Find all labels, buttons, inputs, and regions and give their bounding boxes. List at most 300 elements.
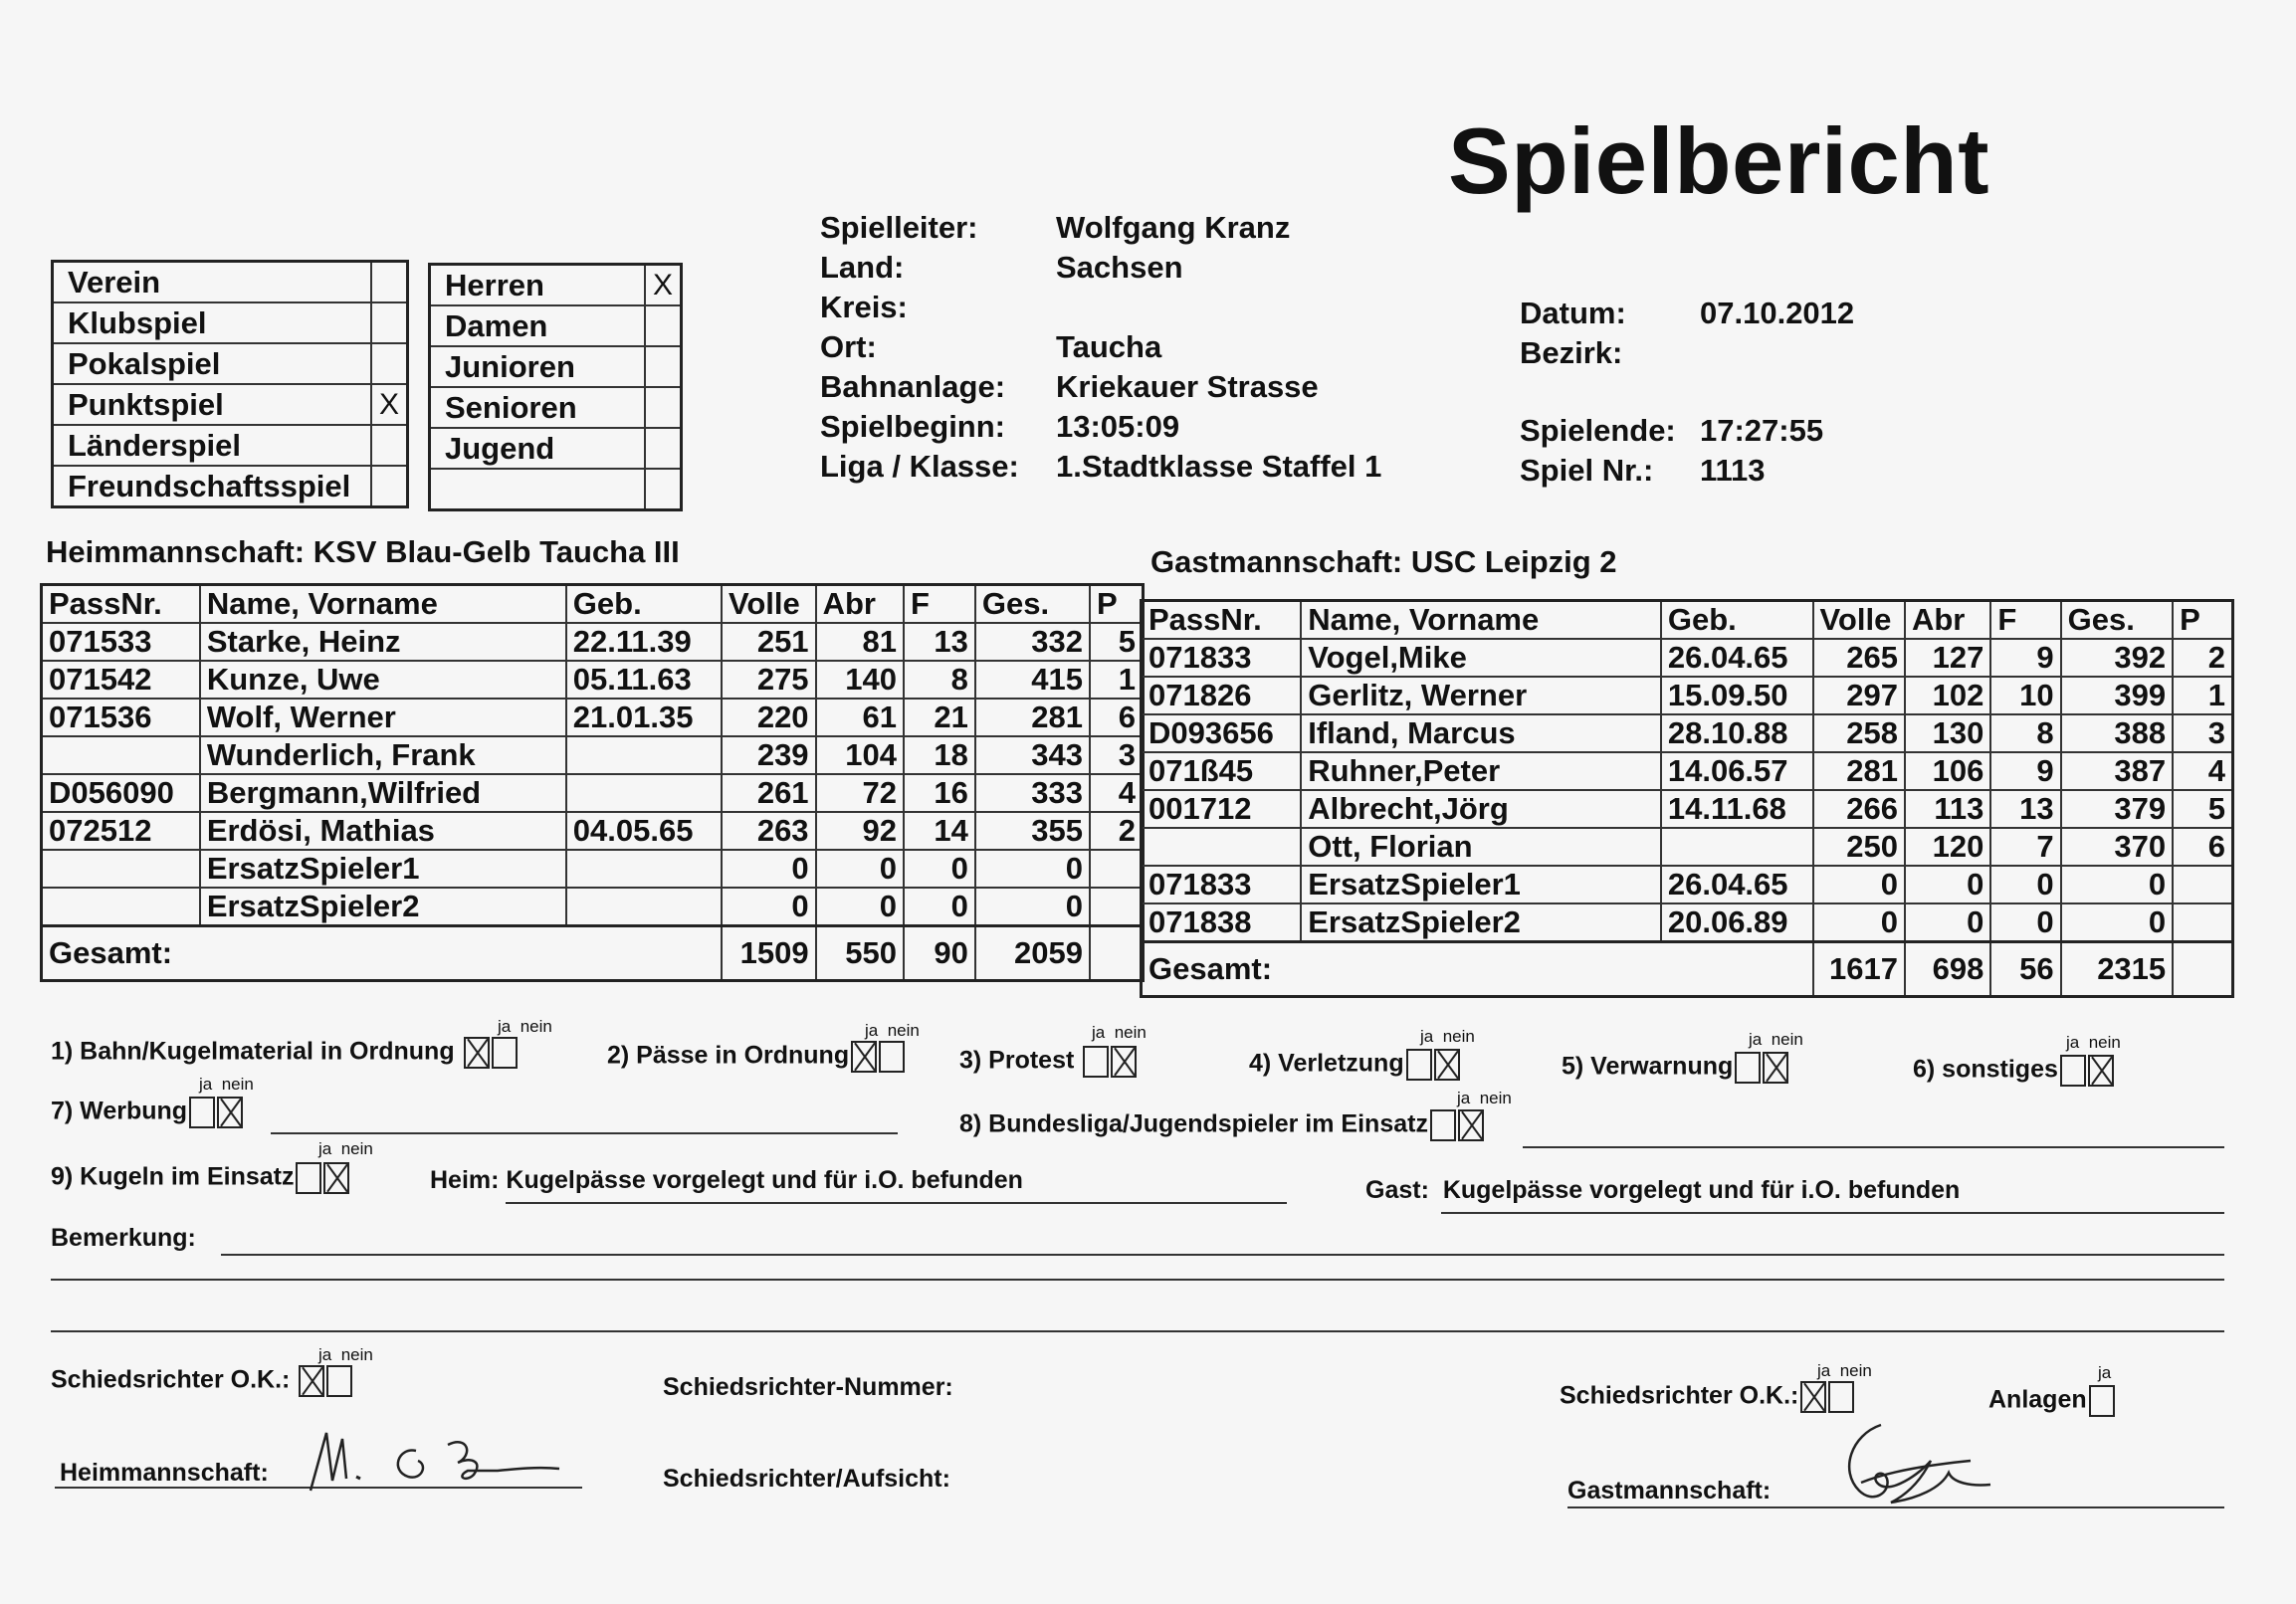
home-cell-name: Erdösi, Mathias bbox=[200, 812, 566, 850]
match-type-row bbox=[54, 467, 406, 505]
home-cell-p bbox=[1090, 888, 1144, 926]
home-cell-ges: 355 bbox=[975, 812, 1090, 850]
question-6-nein-checkbox[interactable] bbox=[2088, 1055, 2114, 1087]
home-cell-p: 6 bbox=[1090, 699, 1144, 736]
question-2-nein-checkbox[interactable] bbox=[879, 1041, 905, 1073]
q4-ja-nein-label: ja nein bbox=[1420, 1027, 1475, 1046]
value-spielende: 17:27:55 bbox=[1700, 413, 1824, 448]
guest-player-row bbox=[1142, 677, 2233, 714]
question-6 bbox=[1913, 1055, 2114, 1087]
match-type-checkbox[interactable] bbox=[370, 467, 406, 505]
schiri-ok-home-label: Schiedsrichter O.K.: bbox=[51, 1365, 291, 1394]
home-cell-ges: 415 bbox=[975, 661, 1090, 699]
guest-cell-geb: 14.06.57 bbox=[1661, 752, 1813, 790]
q6-ja-nein-label: ja nein bbox=[2066, 1033, 2121, 1052]
match-type-checkbox[interactable] bbox=[370, 426, 406, 465]
guest-cell-ges: 399 bbox=[2061, 677, 2174, 714]
gast-line bbox=[1441, 1212, 2224, 1214]
match-type-label: Freundschaftsspiel bbox=[68, 468, 351, 503]
home-cell-name: Wunderlich, Frank bbox=[200, 736, 566, 774]
question-5-label: 5) Verwarnung bbox=[1562, 1052, 1734, 1081]
guest-cell-passnr bbox=[1142, 828, 1302, 866]
label-ort: Ort: bbox=[820, 329, 877, 364]
home-cell-passnr bbox=[42, 850, 200, 888]
question-7-line bbox=[271, 1132, 898, 1134]
home-header-volle: Volle bbox=[722, 585, 816, 624]
guest-cell-abr: 113 bbox=[1905, 790, 1990, 828]
home-cell-f: 13 bbox=[904, 623, 975, 661]
home-cell-p: 5 bbox=[1090, 623, 1144, 661]
schiri-ok-home-nein-checkbox[interactable] bbox=[326, 1365, 352, 1397]
guest-cell-f: 0 bbox=[1990, 903, 2060, 942]
schiri-ok-guest bbox=[1560, 1381, 1854, 1413]
category-checkbox[interactable] bbox=[644, 306, 680, 345]
value-land: Sachsen bbox=[1056, 250, 1183, 285]
question-5 bbox=[1562, 1052, 1788, 1084]
match-type-label: Länderspiel bbox=[68, 427, 241, 463]
match-type-row bbox=[54, 344, 406, 385]
q8-ja-nein-label: ja nein bbox=[1457, 1089, 1512, 1107]
home-player-row bbox=[42, 812, 1144, 850]
home-cell-geb bbox=[566, 888, 722, 926]
question-8-line bbox=[1523, 1146, 2224, 1148]
guest-cell-abr: 106 bbox=[1905, 752, 1990, 790]
home-team-label: Heimmannschaft: KSV Blau-Gelb Taucha III bbox=[46, 534, 680, 569]
guest-cell-name: ErsatzSpieler1 bbox=[1301, 866, 1661, 903]
home-cell-abr: 104 bbox=[816, 736, 904, 774]
guest-cell-p: 5 bbox=[2173, 790, 2232, 828]
guest-cell-f: 13 bbox=[1990, 790, 2060, 828]
home-cell-geb bbox=[566, 850, 722, 888]
value-kreis bbox=[1056, 288, 1381, 327]
home-total-label: Gesamt: bbox=[42, 926, 723, 981]
question-3-nein-checkbox[interactable] bbox=[1111, 1046, 1137, 1078]
guest-cell-name: Gerlitz, Werner bbox=[1301, 677, 1661, 714]
guest-cell-ges: 0 bbox=[2061, 866, 2174, 903]
guest-cell-ges: 392 bbox=[2061, 639, 2174, 677]
anlagen-ja-label: ja bbox=[2098, 1363, 2112, 1382]
guest-cell-volle: 258 bbox=[1813, 714, 1905, 752]
guest-header-ges: Ges. bbox=[2061, 601, 2174, 640]
q3-ja-nein-label: ja nein bbox=[1092, 1023, 1147, 1042]
home-cell-name: Wolf, Werner bbox=[200, 699, 566, 736]
home-cell-p: 3 bbox=[1090, 736, 1144, 774]
home-cell-ges: 281 bbox=[975, 699, 1090, 736]
guest-cell-volle: 281 bbox=[1813, 752, 1905, 790]
home-total-abr: 550 bbox=[816, 926, 904, 981]
value-ort: Taucha bbox=[1056, 329, 1162, 364]
guest-cell-p bbox=[2173, 866, 2232, 903]
guest-player-row bbox=[1142, 752, 2233, 790]
value-spielnr: 1113 bbox=[1700, 453, 1766, 488]
home-cell-f: 16 bbox=[904, 774, 975, 812]
home-header-f: F bbox=[904, 585, 975, 624]
guest-cell-ges: 379 bbox=[2061, 790, 2174, 828]
question-5-nein-checkbox[interactable] bbox=[1763, 1052, 1788, 1084]
category-checkbox[interactable] bbox=[644, 470, 680, 508]
question-1-nein-checkbox[interactable] bbox=[492, 1037, 518, 1069]
label-datum: Datum: bbox=[1520, 296, 1626, 330]
home-player-row bbox=[42, 699, 1144, 736]
home-cell-ges: 332 bbox=[975, 623, 1090, 661]
home-player-row bbox=[42, 774, 1144, 812]
home-cell-f: 8 bbox=[904, 661, 975, 699]
home-cell-passnr bbox=[42, 888, 200, 926]
guest-header-p: P bbox=[2173, 601, 2232, 640]
match-type-checkbox[interactable] bbox=[370, 344, 406, 383]
schiri-ok-home bbox=[51, 1365, 352, 1397]
schiri-aufsicht-label: Schiedsrichter/Aufsicht: bbox=[663, 1465, 950, 1493]
question-4-ja-checkbox[interactable] bbox=[1406, 1049, 1432, 1081]
guest-total-abr: 698 bbox=[1905, 942, 1990, 997]
question-4 bbox=[1249, 1049, 1460, 1081]
q1-ja-nein-label: ja nein bbox=[498, 1017, 552, 1036]
home-header-passnr: PassNr. bbox=[42, 585, 200, 624]
label-spielende: Spielende: bbox=[1520, 413, 1676, 448]
question-8-label: 8) Bundesliga/Jugendspieler im Einsatz bbox=[959, 1109, 1428, 1138]
question-7-nein-checkbox[interactable] bbox=[217, 1097, 243, 1128]
home-total-f: 90 bbox=[904, 926, 975, 981]
guest-cell-abr: 0 bbox=[1905, 866, 1990, 903]
home-signature bbox=[299, 1421, 587, 1501]
guest-cell-ges: 387 bbox=[2061, 752, 2174, 790]
home-cell-p: 2 bbox=[1090, 812, 1144, 850]
guest-cell-geb bbox=[1661, 828, 1813, 866]
guest-player-row bbox=[1142, 790, 2233, 828]
guest-cell-volle: 265 bbox=[1813, 639, 1905, 677]
home-cell-abr: 92 bbox=[816, 812, 904, 850]
question-6-ja-checkbox[interactable] bbox=[2060, 1055, 2086, 1087]
label-land: Land: bbox=[820, 250, 905, 285]
home-cell-passnr: 071536 bbox=[42, 699, 200, 736]
guest-total-ges: 2315 bbox=[2061, 942, 2174, 997]
home-header-geb: Geb. bbox=[566, 585, 722, 624]
guest-cell-passnr: 071ß45 bbox=[1142, 752, 1302, 790]
guest-cell-p: 4 bbox=[2173, 752, 2232, 790]
category-row bbox=[431, 429, 680, 470]
guest-total-f: 56 bbox=[1990, 942, 2060, 997]
guest-cell-abr: 0 bbox=[1905, 903, 1990, 942]
question-8-ja-checkbox[interactable] bbox=[1430, 1109, 1456, 1141]
match-type-checkbox[interactable] bbox=[370, 303, 406, 342]
value-bahnanlage: Kriekauer Strasse bbox=[1056, 369, 1319, 404]
q7-ja-nein-label: ja nein bbox=[199, 1075, 254, 1094]
home-cell-volle: 239 bbox=[722, 736, 816, 774]
guest-cell-p: 3 bbox=[2173, 714, 2232, 752]
home-total-p bbox=[1090, 926, 1144, 981]
guest-cell-f: 10 bbox=[1990, 677, 2060, 714]
match-type-checkbox[interactable]: X bbox=[370, 385, 406, 424]
home-cell-name: ErsatzSpieler2 bbox=[200, 888, 566, 926]
home-cell-passnr: 071542 bbox=[42, 661, 200, 699]
guest-cell-name: Vogel,Mike bbox=[1301, 639, 1661, 677]
home-header-abr: Abr bbox=[816, 585, 904, 624]
category-checkbox[interactable] bbox=[644, 347, 680, 386]
gast-label: Gast: bbox=[1365, 1176, 1429, 1204]
question-9-label: 9) Kugeln im Einsatz bbox=[51, 1162, 295, 1191]
home-cell-geb bbox=[566, 774, 722, 812]
question-4-nein-checkbox[interactable] bbox=[1434, 1049, 1460, 1081]
match-type-row bbox=[54, 426, 406, 467]
home-cell-f: 18 bbox=[904, 736, 975, 774]
guest-cell-p: 6 bbox=[2173, 828, 2232, 866]
guest-signature bbox=[1831, 1413, 2010, 1522]
bemerkung-line-2 bbox=[51, 1279, 2224, 1281]
match-type-label: Pokalspiel bbox=[68, 345, 221, 381]
home-cell-abr: 81 bbox=[816, 623, 904, 661]
guest-player-row bbox=[1142, 903, 2233, 942]
heim-kugel bbox=[430, 1166, 1023, 1195]
home-cell-p bbox=[1090, 850, 1144, 888]
guest-cell-volle: 297 bbox=[1813, 677, 1905, 714]
home-cell-volle: 263 bbox=[722, 812, 816, 850]
category-label: Junioren bbox=[445, 348, 575, 384]
heim-text: Kugelpässe vorgelegt und für i.O. befunden bbox=[506, 1166, 1023, 1194]
bemerkung-line-1 bbox=[221, 1254, 2224, 1256]
guest-cell-name: ErsatzSpieler2 bbox=[1301, 903, 1661, 942]
home-cell-abr: 0 bbox=[816, 850, 904, 888]
heim-label: Heim: bbox=[430, 1166, 500, 1194]
home-cell-geb bbox=[566, 736, 722, 774]
q5-ja-nein-label: ja nein bbox=[1749, 1030, 1803, 1049]
heim-line bbox=[506, 1202, 1287, 1204]
home-cell-volle: 0 bbox=[722, 850, 816, 888]
home-cell-passnr: 072512 bbox=[42, 812, 200, 850]
home-cell-f: 21 bbox=[904, 699, 975, 736]
match-type-checkbox[interactable] bbox=[370, 263, 406, 301]
guest-header-abr: Abr bbox=[1905, 601, 1990, 640]
home-cell-p: 4 bbox=[1090, 774, 1144, 812]
home-player-row bbox=[42, 888, 1144, 926]
home-header-row bbox=[42, 585, 1144, 624]
home-cell-abr: 61 bbox=[816, 699, 904, 736]
guest-cell-volle: 250 bbox=[1813, 828, 1905, 866]
home-cell-p: 1 bbox=[1090, 661, 1144, 699]
schiri-ok-guest-nein-checkbox[interactable] bbox=[1828, 1381, 1854, 1413]
home-cell-name: Kunze, Uwe bbox=[200, 661, 566, 699]
guest-cell-volle: 0 bbox=[1813, 866, 1905, 903]
home-cell-name: ErsatzSpieler1 bbox=[200, 850, 566, 888]
guest-cell-f: 9 bbox=[1990, 639, 2060, 677]
guest-cell-f: 7 bbox=[1990, 828, 2060, 866]
guest-cell-passnr: 071833 bbox=[1142, 639, 1302, 677]
question-2-label: 2) Pässe in Ordnung bbox=[607, 1041, 850, 1070]
guest-total-row bbox=[1142, 942, 2233, 997]
guest-cell-abr: 120 bbox=[1905, 828, 1990, 866]
match-type-label: Punktspiel bbox=[68, 386, 224, 422]
label-spielleiter: Spielleiter: bbox=[820, 210, 978, 245]
guest-player-row bbox=[1142, 828, 2233, 866]
home-cell-volle: 220 bbox=[722, 699, 816, 736]
home-player-row bbox=[42, 850, 1144, 888]
category-row bbox=[431, 266, 680, 306]
home-cell-name: Bergmann,Wilfried bbox=[200, 774, 566, 812]
match-type-box bbox=[51, 260, 409, 508]
guest-cell-name: Ott, Florian bbox=[1301, 828, 1661, 866]
guest-team-label: Gastmannschaft: USC Leipzig 2 bbox=[1150, 544, 1617, 579]
gast-sign-label: Gastmannschaft: bbox=[1567, 1477, 1772, 1504]
info-labels-left bbox=[820, 208, 1019, 487]
home-cell-f: 14 bbox=[904, 812, 975, 850]
home-cell-geb: 21.01.35 bbox=[566, 699, 722, 736]
schiri-ok-guest-label: Schiedsrichter O.K.: bbox=[1560, 1381, 1799, 1410]
home-cell-f: 0 bbox=[904, 888, 975, 926]
home-cell-abr: 0 bbox=[816, 888, 904, 926]
question-8 bbox=[959, 1109, 1484, 1141]
home-cell-geb: 22.11.39 bbox=[566, 623, 722, 661]
question-3 bbox=[959, 1046, 1137, 1078]
category-label: Damen bbox=[445, 307, 548, 343]
question-3-label: 3) Protest bbox=[959, 1046, 1075, 1075]
home-total-row bbox=[42, 926, 1144, 981]
guest-total-p bbox=[2173, 942, 2232, 997]
home-player-row bbox=[42, 736, 1144, 774]
guest-cell-f: 9 bbox=[1990, 752, 2060, 790]
guest-cell-geb: 14.11.68 bbox=[1661, 790, 1813, 828]
home-team-table bbox=[40, 583, 1145, 982]
schiri-ok-guest-ja-nein-label: ja nein bbox=[1817, 1361, 1872, 1380]
bemerkung-label: Bemerkung: bbox=[51, 1224, 196, 1252]
question-4-label: 4) Verletzung bbox=[1249, 1049, 1404, 1078]
guest-header-f: F bbox=[1990, 601, 2060, 640]
question-5-ja-checkbox[interactable] bbox=[1735, 1052, 1761, 1084]
guest-player-row bbox=[1142, 866, 2233, 903]
home-cell-f: 0 bbox=[904, 850, 975, 888]
label-kreis: Kreis: bbox=[820, 290, 908, 324]
question-1-label: 1) Bahn/Kugelmaterial in Ordnung bbox=[51, 1037, 455, 1066]
value-liga: 1.Stadtklasse Staffel 1 bbox=[1056, 449, 1382, 484]
label-spielbeginn: Spielbeginn: bbox=[820, 409, 1005, 444]
guest-cell-abr: 127 bbox=[1905, 639, 1990, 677]
guest-cell-volle: 0 bbox=[1813, 903, 1905, 942]
category-row bbox=[431, 388, 680, 429]
home-cell-volle: 0 bbox=[722, 888, 816, 926]
guest-total-volle: 1617 bbox=[1813, 942, 1905, 997]
category-row bbox=[431, 470, 680, 508]
question-9-nein-checkbox[interactable] bbox=[323, 1162, 349, 1194]
home-cell-volle: 261 bbox=[722, 774, 816, 812]
home-cell-passnr: D056090 bbox=[42, 774, 200, 812]
schiri-ok-home-ja-nein-label: ja nein bbox=[318, 1345, 373, 1364]
guest-cell-abr: 102 bbox=[1905, 677, 1990, 714]
category-label: Senioren bbox=[445, 389, 577, 425]
category-checkbox[interactable] bbox=[644, 388, 680, 427]
match-type-label: Verein bbox=[68, 264, 161, 300]
guest-cell-passnr: 071838 bbox=[1142, 903, 1302, 942]
question-3-ja-checkbox[interactable] bbox=[1083, 1046, 1109, 1078]
match-type-row bbox=[54, 303, 406, 344]
home-total-ges: 2059 bbox=[975, 926, 1090, 981]
guest-cell-geb: 26.04.65 bbox=[1661, 866, 1813, 903]
guest-cell-passnr: 071826 bbox=[1142, 677, 1302, 714]
home-header-p: P bbox=[1090, 585, 1144, 624]
category-label: Herren bbox=[445, 267, 544, 302]
guest-cell-f: 8 bbox=[1990, 714, 2060, 752]
guest-cell-volle: 266 bbox=[1813, 790, 1905, 828]
category-checkbox[interactable] bbox=[644, 429, 680, 468]
guest-cell-geb: 15.09.50 bbox=[1661, 677, 1813, 714]
question-9-ja-checkbox[interactable] bbox=[296, 1162, 321, 1194]
home-cell-ges: 0 bbox=[975, 850, 1090, 888]
home-cell-ges: 0 bbox=[975, 888, 1090, 926]
value-datum: 07.10.2012 bbox=[1700, 296, 1855, 330]
guest-cell-ges: 388 bbox=[2061, 714, 2174, 752]
match-type-row bbox=[54, 263, 406, 303]
q2-ja-nein-label: ja nein bbox=[865, 1021, 920, 1040]
guest-cell-passnr: 001712 bbox=[1142, 790, 1302, 828]
guest-cell-geb: 26.04.65 bbox=[1661, 639, 1813, 677]
guest-header-row bbox=[1142, 601, 2233, 640]
guest-team-table bbox=[1140, 599, 2234, 998]
category-row bbox=[431, 306, 680, 347]
home-cell-abr: 140 bbox=[816, 661, 904, 699]
guest-total-label: Gesamt: bbox=[1142, 942, 1813, 997]
home-cell-passnr bbox=[42, 736, 200, 774]
info-values-left bbox=[1056, 208, 1381, 487]
label-spielnr: Spiel Nr.: bbox=[1520, 453, 1654, 488]
guest-cell-abr: 130 bbox=[1905, 714, 1990, 752]
guest-cell-p: 2 bbox=[2173, 639, 2232, 677]
q9-ja-nein-label: ja nein bbox=[318, 1139, 373, 1158]
gast-text: Kugelpässe vorgelegt und für i.O. befunden bbox=[1442, 1176, 1961, 1204]
value-spielbeginn: 13:05:09 bbox=[1056, 409, 1180, 444]
label-bahnanlage: Bahnanlage: bbox=[820, 369, 1006, 404]
label-liga: Liga / Klasse: bbox=[820, 449, 1019, 484]
guest-cell-geb: 20.06.89 bbox=[1661, 903, 1813, 942]
guest-cell-p: 1 bbox=[2173, 677, 2232, 714]
match-type-row bbox=[54, 385, 406, 426]
home-cell-volle: 251 bbox=[722, 623, 816, 661]
home-cell-ges: 343 bbox=[975, 736, 1090, 774]
guest-cell-ges: 0 bbox=[2061, 903, 2174, 942]
schiri-ok-guest-ja-checkbox[interactable] bbox=[1800, 1381, 1826, 1413]
guest-cell-name: Albrecht,Jörg bbox=[1301, 790, 1661, 828]
question-8-nein-checkbox[interactable] bbox=[1458, 1109, 1484, 1141]
schiri-ok-home-ja-checkbox[interactable] bbox=[299, 1365, 324, 1397]
guest-cell-passnr: D093656 bbox=[1142, 714, 1302, 752]
home-cell-abr: 72 bbox=[816, 774, 904, 812]
question-7-ja-checkbox[interactable] bbox=[189, 1097, 215, 1128]
match-type-label: Klubspiel bbox=[68, 304, 207, 340]
category-box bbox=[428, 263, 683, 511]
guest-cell-passnr: 071833 bbox=[1142, 866, 1302, 903]
value-spielleiter: Wolfgang Kranz bbox=[1056, 210, 1291, 245]
home-cell-ges: 333 bbox=[975, 774, 1090, 812]
category-row bbox=[431, 347, 680, 388]
question-2-ja-checkbox[interactable] bbox=[851, 1041, 877, 1073]
schiri-nummer-label: Schiedsrichter-Nummer: bbox=[663, 1373, 953, 1401]
home-header-ges: Ges. bbox=[975, 585, 1090, 624]
question-1 bbox=[51, 1037, 518, 1069]
anlagen-label: Anlagen bbox=[1988, 1385, 2087, 1414]
home-cell-geb: 05.11.63 bbox=[566, 661, 722, 699]
question-6-label: 6) sonstiges bbox=[1913, 1055, 2058, 1084]
guest-cell-p bbox=[2173, 903, 2232, 942]
home-player-row bbox=[42, 623, 1144, 661]
question-9 bbox=[51, 1162, 349, 1194]
category-checkbox[interactable]: X bbox=[644, 266, 680, 304]
home-cell-passnr: 071533 bbox=[42, 623, 200, 661]
guest-header-volle: Volle bbox=[1813, 601, 1905, 640]
bemerkung-line-3 bbox=[51, 1330, 2224, 1332]
home-cell-name: Starke, Heinz bbox=[200, 623, 566, 661]
guest-cell-name: Ifland, Marcus bbox=[1301, 714, 1661, 752]
guest-header-name: Name, Vorname bbox=[1301, 601, 1661, 640]
question-7 bbox=[51, 1097, 243, 1128]
question-1-ja-checkbox[interactable] bbox=[464, 1037, 490, 1069]
guest-player-row bbox=[1142, 714, 2233, 752]
anlagen-checkbox[interactable] bbox=[2089, 1385, 2115, 1417]
